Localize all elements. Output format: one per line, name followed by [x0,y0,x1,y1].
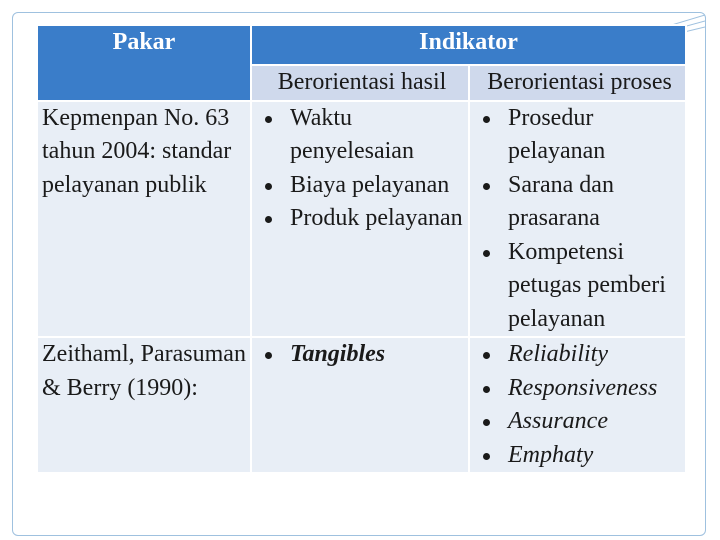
list-item: Biaya pelayanan [256,169,468,203]
table-row [37,101,686,338]
header-row [37,25,686,65]
list-item: Responsiveness [474,372,685,406]
hasil-cell [251,101,469,338]
list-item: Assurance [474,405,685,439]
hasil-cell [251,337,469,473]
header-pakar-label: Pakar [112,29,176,55]
subheader-proses: Berorientasi proses [469,65,686,101]
list-item: Sarana dan prasarana [474,169,685,236]
list-item: Reliability [474,338,685,372]
pakar-cell: Kepmenpan No. 63 tahun 2004: standar pelayanan publik [37,101,251,338]
table-row [37,337,686,473]
list-item: Waktu penyelesaian [256,102,468,169]
header-pakar [37,25,251,101]
indicator-table [36,24,687,474]
proses-cell [469,101,686,338]
list-item: Tangibles [256,338,468,372]
subheader-hasil: Berorientasi hasil [251,65,469,101]
header-indikator: Indikator [251,25,686,65]
list-item: Prosedur pelayanan [474,102,685,169]
list-item: Produk pelayanan [256,202,468,236]
proses-cell [469,337,686,473]
list-item: Emphaty [474,439,685,473]
list-item: Kompetensi petugas pemberi pelayanan [474,236,685,337]
pakar-cell: Zeithaml, Parasuman & Berry (1990): [37,337,251,473]
